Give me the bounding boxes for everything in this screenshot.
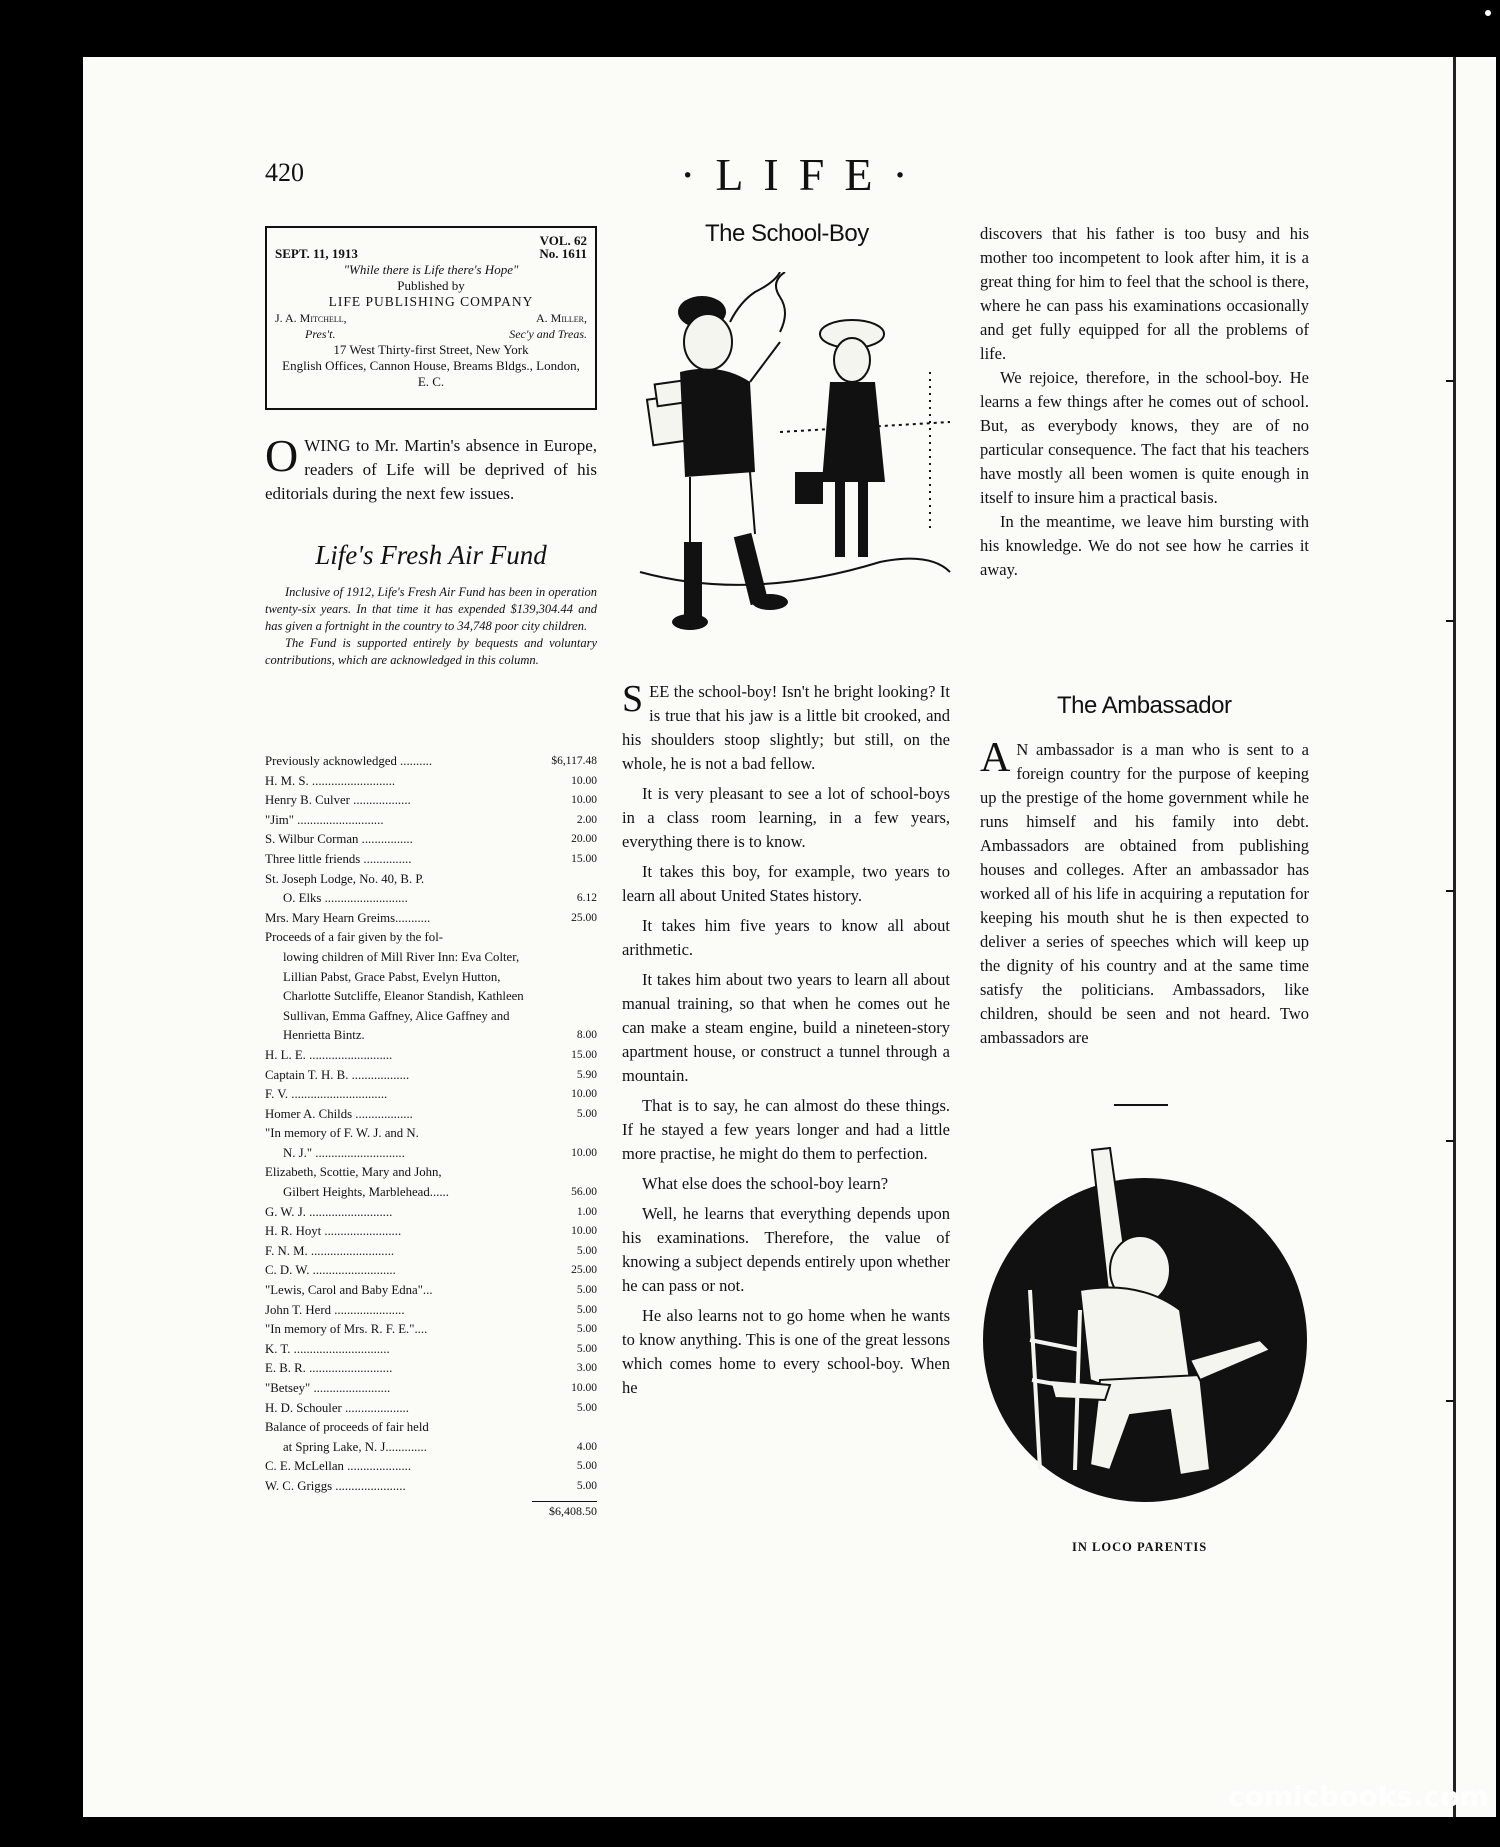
fund-entry-name-line: E. B. R. ..........................	[265, 1361, 393, 1376]
fund-entry-name-line: "Betsey" ........................	[265, 1381, 391, 1395]
fund-entry-amount: 10.00	[571, 1382, 597, 1394]
fund-entry-name	[265, 870, 532, 909]
fund-entry-name	[265, 1222, 532, 1242]
illustration-caption: IN LOCO PARENTIS	[1072, 1540, 1208, 1554]
fund-entry-name-line: John T. Herd ......................	[265, 1302, 405, 1317]
fund-entry-name-line: St. Joseph Lodge, No. 40, B. P.	[265, 871, 425, 886]
fund-entry-name-line: C. D. W. ..........................	[265, 1263, 396, 1278]
fund-entry-name	[265, 1105, 532, 1125]
fund-entry-name-line: H. D. Schouler ....................	[265, 1400, 409, 1415]
fund-entry-name	[265, 1124, 532, 1163]
fund-entry-name	[265, 909, 532, 929]
fund-entry-amount: 56.00	[571, 1186, 597, 1199]
fund-entry	[265, 1163, 597, 1202]
watermark: comicbooks.com	[1228, 1780, 1489, 1813]
fund-entry-amount: 20.00	[571, 833, 597, 846]
drop-cap: O	[265, 430, 299, 481]
issue-date: SEPT. 11, 1913	[275, 246, 358, 261]
publication-info-box	[265, 226, 597, 410]
fund-entry	[265, 830, 597, 850]
schoolboy-p1	[622, 680, 950, 776]
fund-entry-amount: 10.00	[571, 774, 597, 787]
fund-entry-name-line: Henry B. Culver ..................	[265, 793, 411, 808]
fund-contributions-list	[265, 752, 597, 1521]
fund-entry	[265, 811, 597, 831]
fund-entry-amount: 5.00	[576, 1342, 597, 1355]
president-name: J. A. Mitchell,	[275, 311, 347, 325]
fund-entry-amount: 5.00	[576, 1284, 597, 1297]
schoolboy-p1-text: EE the school-boy! Isn't he bright looking? It is true that his jaw is a little bit crooked, and his shoulders stoop slightly; but still, on the whole, he is not a bad fellow.	[622, 682, 950, 773]
schoolboy-article-part1	[622, 680, 950, 1400]
schoolboy-article-part2	[980, 222, 1309, 582]
fund-entry	[265, 1359, 597, 1379]
fund-entry	[265, 1242, 597, 1262]
schoolboy-p3: It takes this boy, for example, two years to learn all about United States history.	[622, 862, 950, 905]
fund-entry-name	[265, 811, 532, 831]
fund-entry-amount: 5.00	[576, 1107, 597, 1120]
fund-entry-amount: 3.00	[576, 1362, 597, 1375]
binding-marks	[1446, 380, 1454, 1480]
fund-entry-name-line: "Lewis, Carol and Baby Edna"...	[265, 1283, 433, 1298]
fund-entry-name	[265, 1066, 532, 1086]
fund-entry-name-line: "In memory of F. W. J. and N.	[265, 1126, 419, 1141]
fund-entry	[265, 1124, 597, 1163]
fund-entry-amount: 10.00	[571, 794, 597, 807]
fund-entry-amount: 25.00	[571, 1264, 597, 1277]
fund-entry-amount: 5.00	[576, 1401, 597, 1414]
fund-entry-name	[265, 1379, 532, 1399]
fund-entry-name-continued: Gilbert Heights, Marblehead......	[283, 1185, 449, 1200]
english-offices: English Offices, Cannon House, Breams Bldgs., London, E. C.	[282, 358, 580, 389]
fund-entry-name	[265, 830, 532, 850]
fund-entry-name-line: G. W. J. ..........................	[265, 1204, 393, 1219]
fund-entry-name	[265, 791, 532, 811]
schoolboy-p11: We rejoice, therefore, in the school-boy. He learns a few things after he comes out of school. But, as everybody knows, they are of no particular consequence. The fact that his teachers have mostly all been women is quite enough in itself to insure him a practical basis.	[980, 368, 1309, 507]
fund-entry-name-line: C. E. McLellan ....................	[265, 1459, 412, 1474]
fund-intro-2: The Fund is supported entirely by bequests and voluntary contributions, which are acknowledged in this column.	[265, 636, 597, 667]
schoolboy-p5: It takes him about two years to learn all about manual training, so that when he comes out he can make a steam engine, build a nineteen-story apartment house, or construct a tunnel through a mountain.	[622, 970, 950, 1085]
fund-entry-amount: 10.00	[571, 1088, 597, 1101]
fund-entry-name-line: Homer A. Childs ..................	[265, 1106, 413, 1121]
schoolboy-p12: In the meantime, we leave him bursting with his knowledge. We do not see how he carries it away.	[980, 512, 1309, 579]
ambassador-article	[980, 735, 1309, 1050]
fund-entry-amount: 1.00	[576, 1205, 597, 1218]
fund-entry-amount: 5.00	[576, 1460, 597, 1473]
fund-entry	[265, 1320, 597, 1340]
fund-entry-amount: 10.00	[571, 1225, 597, 1238]
fund-entry	[265, 1203, 597, 1223]
volume: VOL. 62	[539, 233, 587, 248]
fund-entry-name	[265, 772, 532, 792]
published-by: Published by	[397, 278, 465, 293]
fund-entry-name-continued: lowing children of Mill River Inn: Eva Colter, Lillian Pabst, Grace Pabst, Evelyn Hutton, Charlotte Sutcliffe, Eleanor Standish, Kathleen Sullivan, Emma Gaffney, Alice Gaffney and Henrietta Bintz.	[283, 949, 524, 1043]
editorial-notice	[265, 430, 597, 506]
fund-entry-name-line: F. V. ..............................	[265, 1087, 388, 1102]
fund-entry-amount: 5.90	[576, 1068, 597, 1081]
fund-entry	[265, 772, 597, 792]
fund-entry-name-line: Mrs. Mary Hearn Greims...........	[265, 910, 431, 925]
fund-entry-name-continued: at Spring Lake, N. J.............	[283, 1439, 427, 1454]
schoolboy-p7: What else does the school-boy learn?	[642, 1174, 889, 1193]
fund-entry-amount: 15.00	[571, 852, 597, 865]
fund-intro-1: Inclusive of 1912, Life's Fresh Air Fund has been in operation twenty-six years. In that time it has expended $139,304.44 and has given a fortnight in the country to 34,748 poor city children.	[265, 585, 597, 633]
fund-entry	[265, 1046, 597, 1066]
secretary-title: Sec'y and Treas.	[509, 327, 587, 341]
fund-entry	[265, 1105, 597, 1125]
fund-entry-name	[265, 1340, 532, 1360]
publisher-name: LIFE PUBLISHING COMPANY	[328, 294, 534, 309]
schoolboy-title: The School-Boy	[705, 220, 869, 247]
fund-entry-amount: 5.00	[576, 1303, 597, 1316]
fund-entry	[265, 928, 597, 1046]
fund-entry-name-line: F. N. M. ..........................	[265, 1243, 395, 1258]
drop-cap: A	[980, 735, 1011, 781]
fund-entry-name	[265, 1163, 532, 1202]
fund-entry	[265, 1066, 597, 1086]
fund-entry-amount: 15.00	[571, 1048, 597, 1061]
schoolboy-p2: It is very pleasant to see a lot of school-boys in a class room learning, in a few years, everything there is to know.	[622, 784, 950, 851]
fund-entry	[265, 1261, 597, 1281]
fund-entry-name	[265, 1320, 532, 1340]
next-page-edge	[1453, 57, 1496, 1817]
fund-entry-name	[265, 1261, 532, 1281]
masthead: ·LIFE·	[680, 149, 928, 200]
fund-entry-name	[265, 1085, 532, 1105]
fund-entry	[265, 1222, 597, 1242]
fund-title: Life's Fresh Air Fund	[315, 540, 547, 570]
fund-entry-amount: 5.00	[576, 1479, 597, 1492]
fund-entry-name	[265, 1359, 532, 1379]
fund-entry	[265, 752, 597, 772]
motto: "While there is Life there's Hope"	[343, 262, 519, 277]
fund-total: $6,408.50	[532, 1501, 597, 1522]
fund-entry-name-continued: N. J." ............................	[283, 1145, 405, 1160]
fund-entry-name-line: Previously acknowledged ..........	[265, 754, 433, 768]
fund-entry-amount: 2.00	[576, 813, 597, 826]
fund-entry	[265, 1457, 597, 1477]
fund-entry-amount: 25.00	[571, 911, 597, 924]
fund-entry-amount: 8.00	[576, 1029, 597, 1042]
fund-entry-amount: $6,117.48	[551, 755, 597, 767]
fund-entry-name-line: Captain T. H. B. ..................	[265, 1067, 410, 1082]
fund-entry-name	[265, 1457, 532, 1477]
fund-entry-name-line: H. L. E. ..........................	[265, 1047, 393, 1062]
fund-entry-name-line: Elizabeth, Scottie, Mary and John,	[265, 1165, 442, 1180]
fund-entry-name	[265, 928, 532, 1046]
fund-entry-name	[265, 850, 532, 870]
schoolboy-p10: discovers that his father is too busy and his mother too incompetent to look after him, it is a great thing for him to feel that the school is there, where he can pass his examinations occasionally and get fully equipped for all the problems of life.	[980, 224, 1309, 363]
fund-entry-name	[265, 1046, 532, 1066]
schoolboy-p8: Well, he learns that everything depends upon his examinations. Therefore, the value of knowing a subject depends entirely upon whether he can pass or not.	[622, 1204, 950, 1295]
issue-number: No. 1611	[539, 246, 587, 261]
fund-entry-name-line: "Jim" ...........................	[265, 812, 384, 827]
ambassador-text: N ambassador is a man who is sent to a foreign country for the purpose of keeping up the prestige of the home government while he runs himself and his family into debt. Ambassadors are obtained from publishing houses and colleges. After an ambassador has worked all of his life in acquiring a reputation for keeping his mouth shut he is then expected to deliver a series of speeches which will keep up the dignity of his country and at the same time satisfy the politicians. Ambassadors, like children, should be seen and not heard. Two ambassadors are	[980, 740, 1309, 1047]
drop-cap: S	[622, 678, 644, 720]
fund-entry	[265, 1418, 597, 1457]
fund-entry	[265, 909, 597, 929]
fund-intro	[265, 584, 597, 669]
schoolboy-p9: He also learns not to go home when he wants to know anything. This is one of the great lessons which comes home to every school-boy. When he	[622, 1306, 950, 1397]
fund-entry-name	[265, 1281, 532, 1301]
address: 17 West Thirty-first Street, New York	[333, 342, 529, 357]
page-number: 420	[265, 158, 304, 187]
fund-entry-name-line: H. R. Hoyt ........................	[265, 1224, 402, 1239]
fund-entry	[265, 1085, 597, 1105]
secretary-name: A. Miller,	[536, 311, 587, 325]
fund-entry-name-continued: O. Elks ..........................	[283, 891, 408, 906]
fund-entry-name	[265, 1301, 532, 1321]
notice-text: WING to Mr. Martin's absence in Europe, readers of Life will be deprived of his editorials during the next few issues.	[265, 436, 597, 503]
fund-entry-name	[265, 1242, 532, 1262]
fund-entry	[265, 1477, 597, 1497]
fund-entry	[265, 850, 597, 870]
fund-entry-name	[265, 1418, 532, 1457]
fund-entry-amount: 10.00	[571, 1146, 597, 1159]
fund-entry	[265, 791, 597, 811]
fund-entry-name	[265, 1477, 532, 1497]
fund-entry	[265, 1399, 597, 1419]
president-title: Pres't.	[305, 327, 336, 341]
fund-entry	[265, 1281, 597, 1301]
schoolboy-illustration	[630, 272, 960, 652]
fund-entry	[265, 1379, 597, 1399]
fund-entry-name	[265, 752, 532, 772]
fund-entry-amount: 5.00	[576, 1323, 597, 1336]
fund-entry-name-line: Three little friends ...............	[265, 851, 412, 866]
officers	[275, 310, 587, 326]
fund-entry	[265, 1301, 597, 1321]
fund-entry-name-line: "In memory of Mrs. R. F. E."....	[265, 1322, 428, 1337]
fund-entry-name-line: H. M. S. ..........................	[265, 773, 396, 788]
fund-entry	[265, 1340, 597, 1360]
fund-entry-name-line: Proceeds of a fair given by the fol-	[265, 930, 444, 945]
ambassador-title: The Ambassador	[1057, 692, 1232, 719]
fund-entry-name	[265, 1203, 532, 1223]
schoolboy-p6: That is to say, he can almost do these things. If he stayed a few years longer and had a little more practise, he might do them to perfection.	[622, 1096, 950, 1163]
in-loco-parentis-illustration	[980, 1140, 1310, 1520]
officer-titles	[275, 326, 587, 342]
fund-entry-name-line: W. C. Griggs ......................	[265, 1478, 406, 1493]
fund-entry-amount: 5.00	[576, 1244, 597, 1257]
fund-entry-name-line: Balance of proceeds of fair held	[265, 1420, 429, 1435]
fund-entry-name-line: K. T. ..............................	[265, 1341, 390, 1356]
fund-entry-amount: 6.12	[576, 892, 597, 905]
schoolboy-p4: It takes him five years to know all about arithmetic.	[622, 916, 950, 959]
volume-number	[539, 234, 587, 262]
section-divider	[1114, 1104, 1168, 1106]
fund-entry-name-line: S. Wilbur Corman ................	[265, 832, 413, 847]
fund-entry	[265, 870, 597, 909]
scan-dot	[1485, 10, 1491, 16]
fund-entry-name	[265, 1399, 532, 1419]
fund-entry-amount: 4.00	[576, 1440, 597, 1453]
